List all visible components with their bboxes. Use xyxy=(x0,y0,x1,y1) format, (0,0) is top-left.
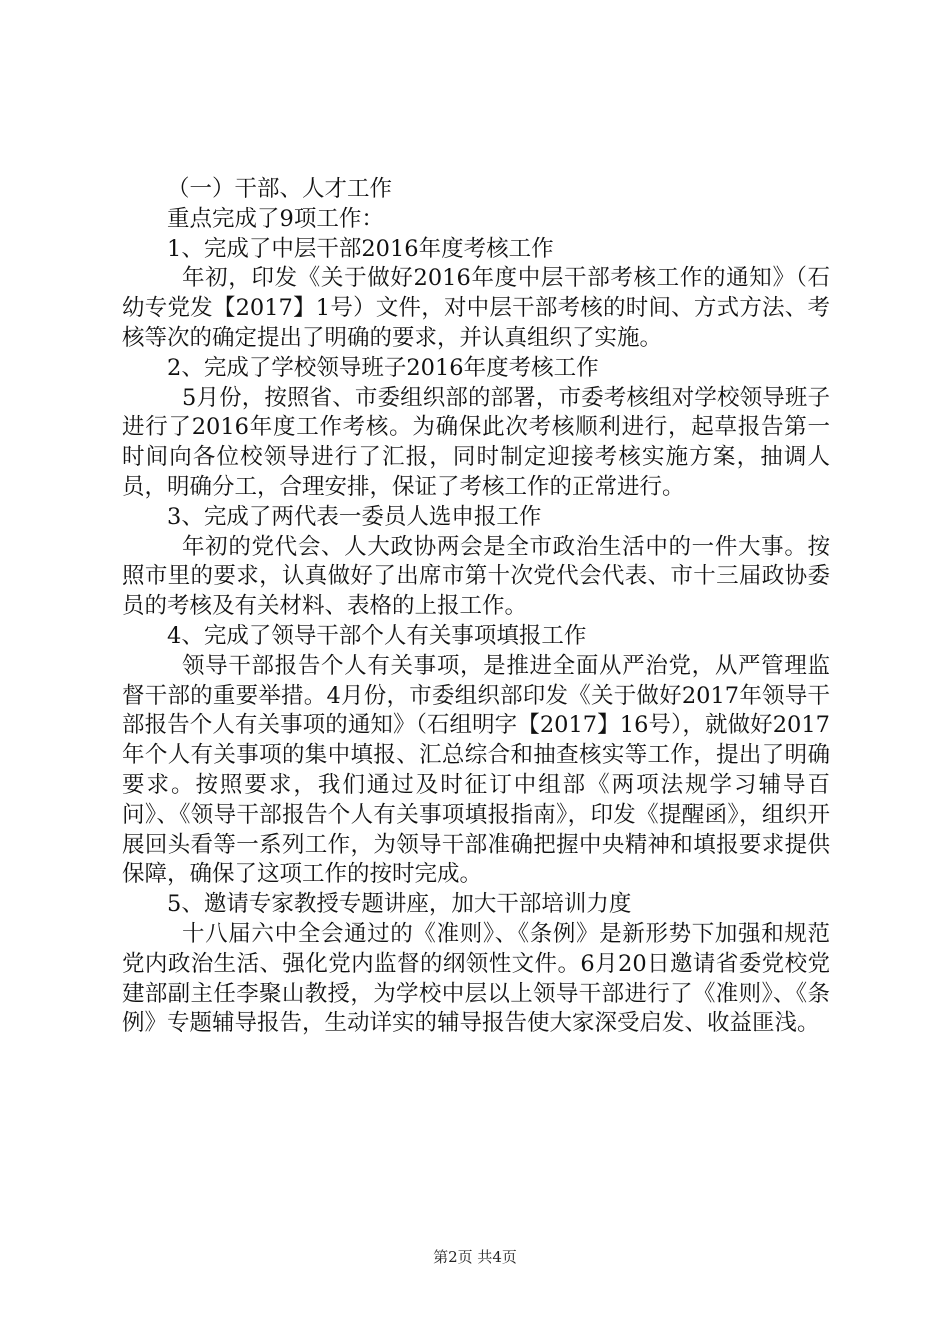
item-heading: 5、邀请专家教授专题讲座，加大干部培训力度 xyxy=(167,891,632,918)
item-heading: 3、完成了两代表一委员人选申报工作 xyxy=(167,503,542,530)
item-heading: 2、完成了学校领导班子2016年度考核工作 xyxy=(167,354,599,381)
item-paragraph: 领导干部报告个人有关事项，是推进全面从严治党，从严管理监督干部的重要举措。4月份，市委组织部印发《关于做好2017年领导干部报告个人有关事项的通知》（石组明字【2017】16号），就做好2017年个人有关事项的集中填报、汇总综合和抽查核实等工作，提出了明确要求。按照要求，我们通过及时征订中组部《两项法规学习辅导百问》、《领导干部报告个人有关事项填报指南》，印发《提醒函》，组织开展回头看等一系列工作，为领导干部准确把握中央精神和填报要求提供保障，确保了这项工作的按时完成。 xyxy=(122,652,830,888)
document-body xyxy=(122,175,830,1039)
item-paragraph: 年初，印发《关于做好2016年度中层干部考核工作的通知》（石幼专党发【2017】1号）文件，对中层干部考核的时间、方式方法、考核等次的确定提出了明确的要求，并认真组织了实施。 xyxy=(122,265,830,351)
item-heading: 4、完成了领导干部个人有关事项填报工作 xyxy=(167,622,587,649)
item-paragraph: 5月份，按照省、市委组织部的部署，市委考核组对学校领导班子进行了2016年度工作考核。为确保此次考核顺利进行，起草报告第一时间向各位校领导进行了汇报，同时制定迎接考核实施方案，抽调人员，明确分工，合理安排，保证了考核工作的正常进行。 xyxy=(122,384,830,500)
item-paragraph: 年初的党代会、人大政协两会是全市政治生活中的一件大事。按照市里的要求，认真做好了出席市第十次党代会代表、市十三届政协委员的考核及有关材料、表格的上报工作。 xyxy=(122,533,830,620)
summary-line: 重点完成了9项工作： xyxy=(167,205,384,232)
page-footer: 第2页 共4页 xyxy=(433,1248,517,1266)
item-heading: 1、完成了中层干部2016年度考核工作 xyxy=(167,235,554,262)
section-heading: （一）干部、人才工作 xyxy=(167,176,393,202)
item-paragraph: 十八届六中全会通过的《准则》、《条例》是新形势下加强和规范党内政治生活、强化党内监督的纲领性文件。6月20日邀请省委党校党建部副主任李聚山教授，为学校中层以上领导干部进行了《准则》、《条例》专题辅导报告，生动详实的辅导报告使大家深受启发、收益匪浅。 xyxy=(122,920,830,1037)
